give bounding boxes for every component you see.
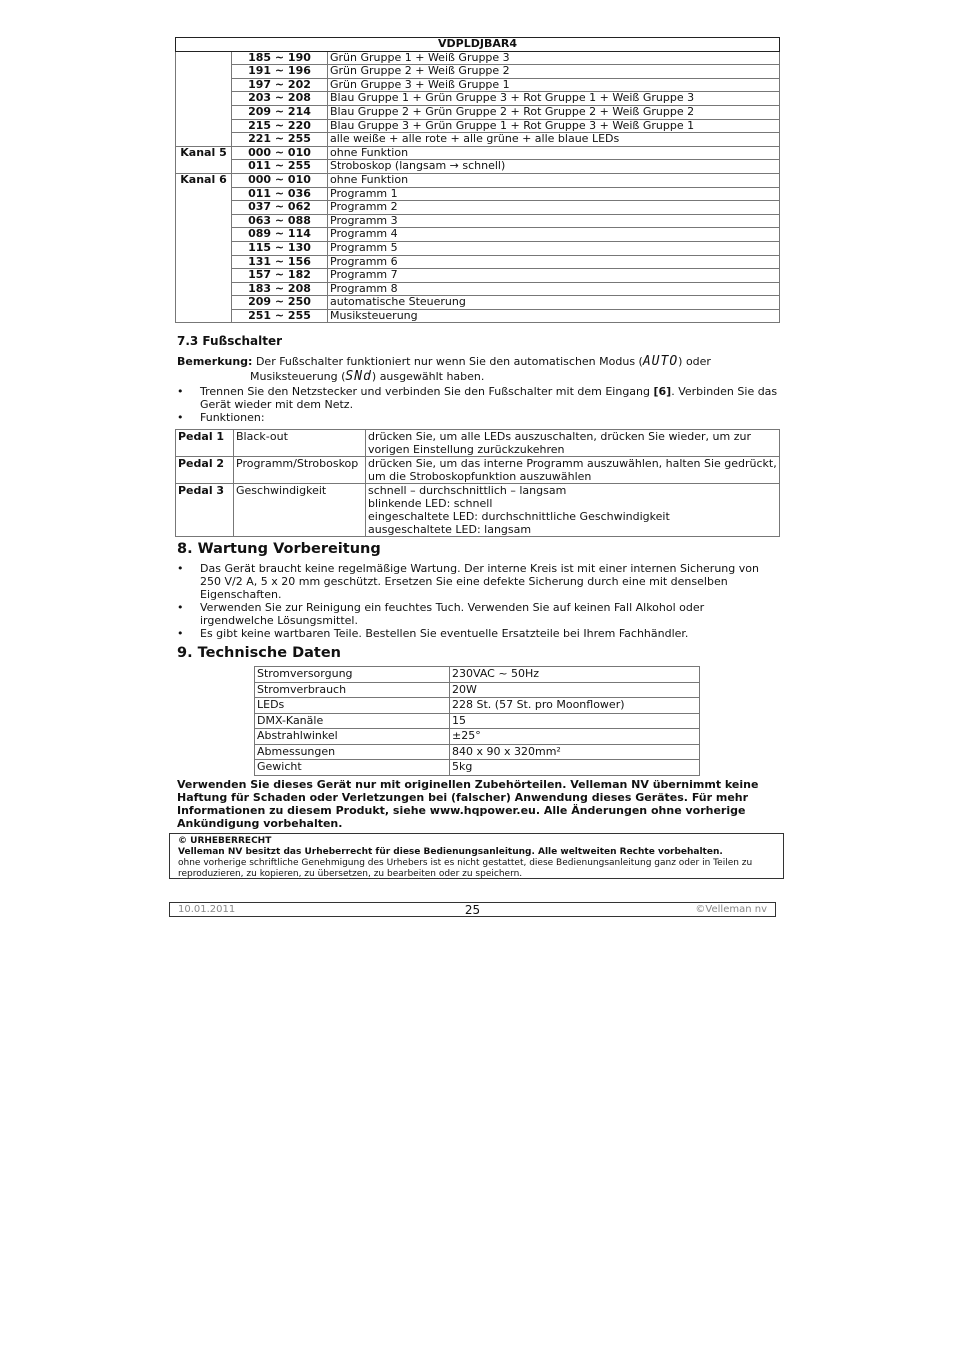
pedal-name: Pedal 3 <box>176 484 234 537</box>
dmx-range: 221 ~ 255 <box>232 133 328 147</box>
table-row <box>176 65 780 79</box>
dmx-range: 209 ~ 250 <box>232 296 328 310</box>
dmx-range: 089 ~ 114 <box>232 228 328 242</box>
dmx-description: Blau Gruppe 3 + Grün Gruppe 1 + Rot Gruppe 3 + Weiß Gruppe 1 <box>328 119 780 133</box>
list-item: • Das Gerät braucht keine regelmäßige Wartung. Der interne Kreis ist mit einer internen Sicherung von 250 V/2 A, 5 x 20 mm geschützt. Ersetzen Sie eine defekte Sicherung durch eine mit denselben Eigenschaften. <box>177 562 777 601</box>
pedal-function-line: ausgeschaltete LED: langsam <box>368 523 532 536</box>
dmx-description: Musiksteuerung <box>328 309 780 323</box>
dmx-description: Programm 5 <box>328 241 780 255</box>
dmx-description: Blau Gruppe 1 + Grün Gruppe 3 + Rot Gruppe 1 + Weiß Gruppe 3 <box>328 92 780 106</box>
table-row <box>176 92 780 106</box>
list-item: • Funktionen: <box>177 411 782 424</box>
dmx-description: Programm 2 <box>328 201 780 215</box>
table-row <box>255 667 700 683</box>
table-row <box>176 309 780 323</box>
dmx-description: Grün Gruppe 3 + Weiß Gruppe 1 <box>328 78 780 92</box>
spec-key: Stromversorgung <box>255 667 450 683</box>
table-row <box>176 214 780 228</box>
kanal-label: Kanal 6 <box>176 173 232 323</box>
pedal-description <box>366 430 780 457</box>
maintenance-bullets <box>177 562 777 640</box>
table-row <box>176 173 780 187</box>
table-row <box>176 282 780 296</box>
dmx-range: 209 ~ 214 <box>232 105 328 119</box>
dmx-description: ohne Funktion <box>328 146 780 160</box>
dmx-description: Blau Gruppe 2 + Grün Gruppe 2 + Rot Gruppe 2 + Weiß Gruppe 2 <box>328 105 780 119</box>
table-row <box>255 744 700 760</box>
pedal-description <box>366 484 780 537</box>
dmx-description: Programm 3 <box>328 214 780 228</box>
table-row <box>176 78 780 92</box>
pedal-function-line: drücken Sie, um das interne Programm auszuwählen, halten Sie gedrückt, um die Stroboskopfunktion auszuwählen <box>368 457 777 483</box>
spec-value: 5kg <box>450 760 700 776</box>
spec-key: LEDs <box>255 698 450 714</box>
dmx-description: Programm 8 <box>328 282 780 296</box>
footer-date: 10.01.2011 <box>178 904 236 915</box>
table-row <box>176 228 780 242</box>
pedal-table <box>175 429 780 537</box>
dmx-description: Stroboskop (langsam → schnell) <box>328 160 780 174</box>
dmx-description: alle weiße + alle rote + alle grüne + alle blaue LEDs <box>328 133 780 147</box>
dmx-range: 191 ~ 196 <box>232 65 328 79</box>
page-footer <box>169 902 776 917</box>
remark-text: ) oder <box>678 355 711 368</box>
dmx-range: 115 ~ 130 <box>232 241 328 255</box>
remark-text: Musiksteuerung ( <box>250 370 346 383</box>
footswitch-bullets <box>177 385 782 424</box>
list-item: • Es gibt keine wartbaren Teile. Bestellen Sie eventuelle Ersatzteile bei Ihrem Fachhändler. <box>177 627 777 640</box>
table-row <box>255 729 700 745</box>
dmx-description: Grün Gruppe 2 + Weiß Gruppe 2 <box>328 65 780 79</box>
kanal-cell-empty <box>176 51 232 146</box>
pedal-name: Pedal 1 <box>176 430 234 457</box>
table-row <box>176 241 780 255</box>
table-row <box>176 146 780 160</box>
pedal-name: Pedal 2 <box>176 457 234 484</box>
table-row <box>176 51 780 65</box>
table-row <box>176 430 780 457</box>
dmx-description: Grün Gruppe 1 + Weiß Gruppe 3 <box>328 51 780 65</box>
section-9-title: 9. Technische Daten <box>177 645 341 661</box>
dmx-description: ohne Funktion <box>328 173 780 187</box>
dmx-range: 000 ~ 010 <box>232 173 328 187</box>
remark-text: Der Fußschalter funktioniert nur wenn Sie den automatischen Modus ( <box>255 355 643 368</box>
remark-text: ) ausgewählt haben. <box>371 370 485 383</box>
pedal-mode: Programm/Stroboskop <box>234 457 366 484</box>
page-number: 25 <box>464 903 481 917</box>
spec-key: Stromverbrauch <box>255 682 450 698</box>
spec-value: 228 St. (57 St. pro Moonflower) <box>450 698 700 714</box>
dmx-range: 203 ~ 208 <box>232 92 328 106</box>
table-row <box>176 457 780 484</box>
dmx-range: 011 ~ 255 <box>232 160 328 174</box>
list-item: • Verwenden Sie zur Reinigung ein feuchtes Tuch. Verwenden Sie auf keinen Fall Alkohol oder irgendwelche Lösungsmittel. <box>177 601 777 627</box>
dmx-description: Programm 1 <box>328 187 780 201</box>
copyright-box <box>169 833 784 879</box>
pedal-function-line: eingeschaltete LED: durchschnittliche Geschwindigkeit <box>368 510 670 523</box>
copyright-title: © URHEBERRECHT <box>178 836 272 846</box>
table-row <box>255 682 700 698</box>
pedal-function-line: drücken Sie, um alle LEDs auszuschalten, drücken Sie wieder, um zur vorigen Einstellung zurückzukehren <box>368 430 751 456</box>
copyright-statement: Velleman NV besitzt das Urheberrecht für diese Bedienungsanleitung. Alle weltweiten Rechte vorbehalten. <box>178 847 723 857</box>
table-row <box>176 201 780 215</box>
dmx-description: Programm 6 <box>328 255 780 269</box>
pedal-function-line: schnell – durchschnittlich – langsam <box>368 484 567 497</box>
table-row <box>176 119 780 133</box>
table-row <box>255 698 700 714</box>
dmx-range: 037 ~ 062 <box>232 201 328 215</box>
spec-key: Abmessungen <box>255 744 450 760</box>
dmx-range: 215 ~ 220 <box>232 119 328 133</box>
spec-value: 840 x 90 x 320mm² <box>450 744 700 760</box>
table-row <box>176 160 780 174</box>
remark-label: Bemerkung: <box>177 355 253 368</box>
pedal-description <box>366 457 780 484</box>
dmx-range: 185 ~ 190 <box>232 51 328 65</box>
spec-value: ±25° <box>450 729 700 745</box>
dmx-description: Programm 7 <box>328 269 780 283</box>
dmx-range: 000 ~ 010 <box>232 146 328 160</box>
table-row <box>176 187 780 201</box>
table-row <box>176 255 780 269</box>
spec-value: 20W <box>450 682 700 698</box>
pedal-mode: Geschwindigkeit <box>234 484 366 537</box>
dmx-range: 251 ~ 255 <box>232 309 328 323</box>
dmx-range: 183 ~ 208 <box>232 282 328 296</box>
pedal-function-line: blinkende LED: schnell <box>368 497 493 510</box>
technical-specs-table <box>254 666 700 776</box>
table-row <box>176 296 780 310</box>
table-row <box>176 133 780 147</box>
spec-key: Gewicht <box>255 760 450 776</box>
table-row <box>176 105 780 119</box>
copyright-notice: ohne vorherige schriftliche Genehmigung des Urhebers ist es nicht gestattet, diese Bedienungsanleitung ganz oder in Teilen zu reproduzieren, zu kopieren, zu übersetzen, zu bearbeiten oder zu speichern. <box>178 858 753 879</box>
dmx-range: 157 ~ 182 <box>232 269 328 283</box>
dmx-range: 197 ~ 202 <box>232 78 328 92</box>
dmx-channel-table <box>175 37 780 323</box>
pedal-mode: Black-out <box>234 430 366 457</box>
spec-value: 15 <box>450 713 700 729</box>
dmx-description: Programm 4 <box>328 228 780 242</box>
spec-key: Abstrahlwinkel <box>255 729 450 745</box>
table-row <box>255 713 700 729</box>
table-header-model: VDPLDJBAR4 <box>176 38 780 52</box>
disclaimer-text: Verwenden Sie dieses Gerät nur mit originellen Zubehörteilen. Velleman NV übernimmt keine Haftung für Schaden oder Verletzungen bei (falscher) Anwendung dieses Gerätes. Für mehr Informationen zu diesem Produkt, siehe www.hqpower.eu. Alle Änderungen ohne vorherige Ankündigung vorbehalten. <box>177 778 759 830</box>
footswitch-remark <box>177 355 782 383</box>
kanal-label: Kanal 5 <box>176 146 232 173</box>
section-8-title: 8. Wartung Vorbereitung <box>177 541 381 557</box>
dmx-range: 131 ~ 156 <box>232 255 328 269</box>
dmx-range: 011 ~ 036 <box>232 187 328 201</box>
list-item: • Trennen Sie den Netzstecker und verbinden Sie den Fußschalter mit dem Eingang [6]. Verbinden Sie das Gerät wieder mit dem Netz. <box>177 385 782 411</box>
table-row <box>176 484 780 537</box>
footer-copyright: ©Velleman nv <box>695 904 767 915</box>
sound-mode-symbol: SNd <box>345 369 372 384</box>
spec-value: 230VAC ~ 50Hz <box>450 667 700 683</box>
section-7-3-title: 7.3 Fußschalter <box>177 334 283 348</box>
spec-key: DMX-Kanäle <box>255 713 450 729</box>
table-row <box>255 760 700 776</box>
auto-mode-symbol: AUTO <box>642 354 679 369</box>
dmx-range: 063 ~ 088 <box>232 214 328 228</box>
table-row <box>176 269 780 283</box>
dmx-description: automatische Steuerung <box>328 296 780 310</box>
